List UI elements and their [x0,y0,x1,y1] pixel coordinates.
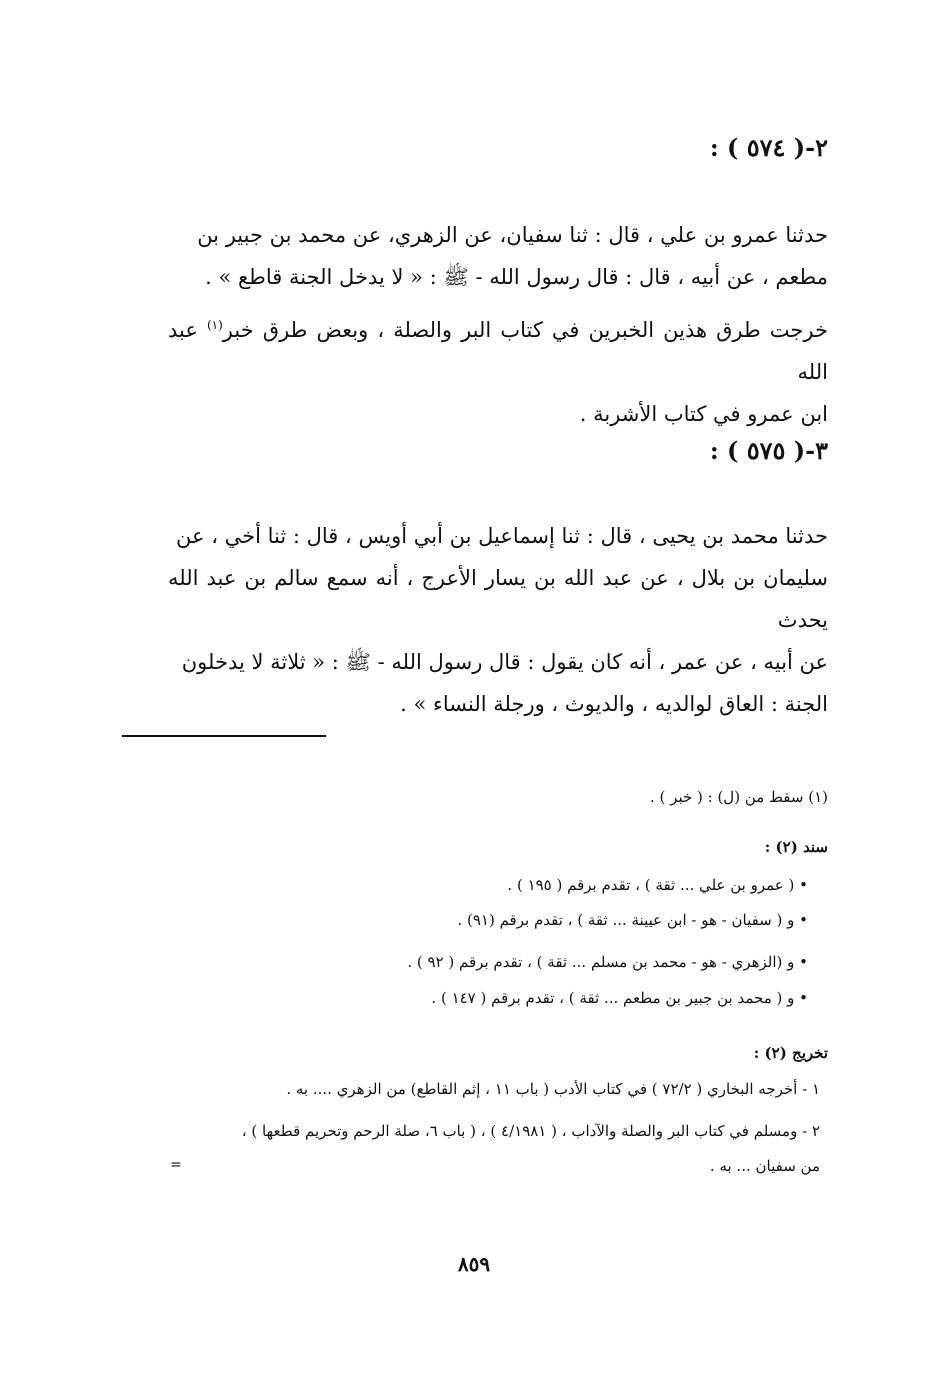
footnote-1: (١) سقط من (ل) : ( خبر ) . [650,788,828,806]
hadith-text-575 [168,515,828,725]
page-number: ٨٥٩ [457,1252,491,1276]
sanad-item-3: • و (الزهري - هو - محمد بن مسلم ... ثقة ) ، تقدم برقم ( ٩٢ ) . [407,953,808,971]
commentary-line-1-end: عبد الله [168,318,828,384]
sanad-item-1: • ( عمرو بن علي ... ثقة ) ، تقدم برقم ( ١٩٥ ) . [507,876,808,894]
hadith-heading-575: ٣-( ٥٧٥ ) : [709,436,828,465]
commentary-line-1-text: خرجت طرق هذين الخبرين في كتاب البر والصلة ، وبعض طرق خبر [222,318,828,342]
hadith-heading-574: ٢-( ٥٧٤ ) : [709,133,828,162]
continuation-mark: = [170,1157,182,1173]
footnote-ref-1: (١) [206,318,223,332]
takhrij-item-2-continued: من سفيان ... به . [709,1157,820,1175]
commentary-line-1 [168,304,828,393]
sanad-item-4: • و ( محمد بن جبير بن مطعم ... ثقة ) ، تقدم برقم ( ١٤٧ ) . [431,989,808,1007]
sanad-title: سند (٢) : [764,838,828,856]
footnote-separator [122,735,326,737]
takhrij-title: تخريج (٢) : [753,1044,828,1062]
hadith-575-line-3: عن أبيه ، عن عمر ، أنه كان يقول : قال رسول الله - ﷺ : « ثلاثة لا يدخلون [181,650,828,674]
hadith-575-line-2: سليمان بن بلال ، عن عبد الله بن يسار الأعرج ، أنه سمع سالم بن عبد الله يحدث [168,566,828,632]
commentary-574 [168,304,828,435]
hadith-574-line-2: مطعم ، عن أبيه ، قال : قال رسول الله - ﷺ : « لا يدخل الجنة قاطع » . [205,265,828,289]
takhrij-item-2: ٢ - ومسلم في كتاب البر والصلة والآداب ، ( ٤/١٩٨١ ) ، ( باب ٦، صلة الرحم وتحريم قطعها ) ، [241,1122,820,1140]
commentary-line-2: ابن عمرو في كتاب الأشربة . [579,402,828,426]
sanad-item-2: • و ( سفيان - هو - ابن عيينة ... ثقة ) ، تقدم برقم (٩١) . [457,911,808,929]
hadith-575-line-1: حدثنا محمد بن يحيى ، قال : ثنا إسماعيل بن أبي أويس ، قال : ثنا أخي ، عن [176,524,828,548]
hadith-574-line-1: حدثنا عمرو بن علي ، قال : ثنا سفيان، عن الزهري، عن محمد بن جبير بن [197,223,828,247]
hadith-text-574 [168,214,828,298]
takhrij-item-1: ١ - أخرجه البخاري ( ٧٢/٢ ) في كتاب الأدب ( باب ١١ ، إثم القاطع) من الزهري .... به . [286,1080,820,1098]
hadith-575-line-4: الجنة : العاق لوالديه ، والديوث ، ورجلة النساء » . [400,692,828,716]
